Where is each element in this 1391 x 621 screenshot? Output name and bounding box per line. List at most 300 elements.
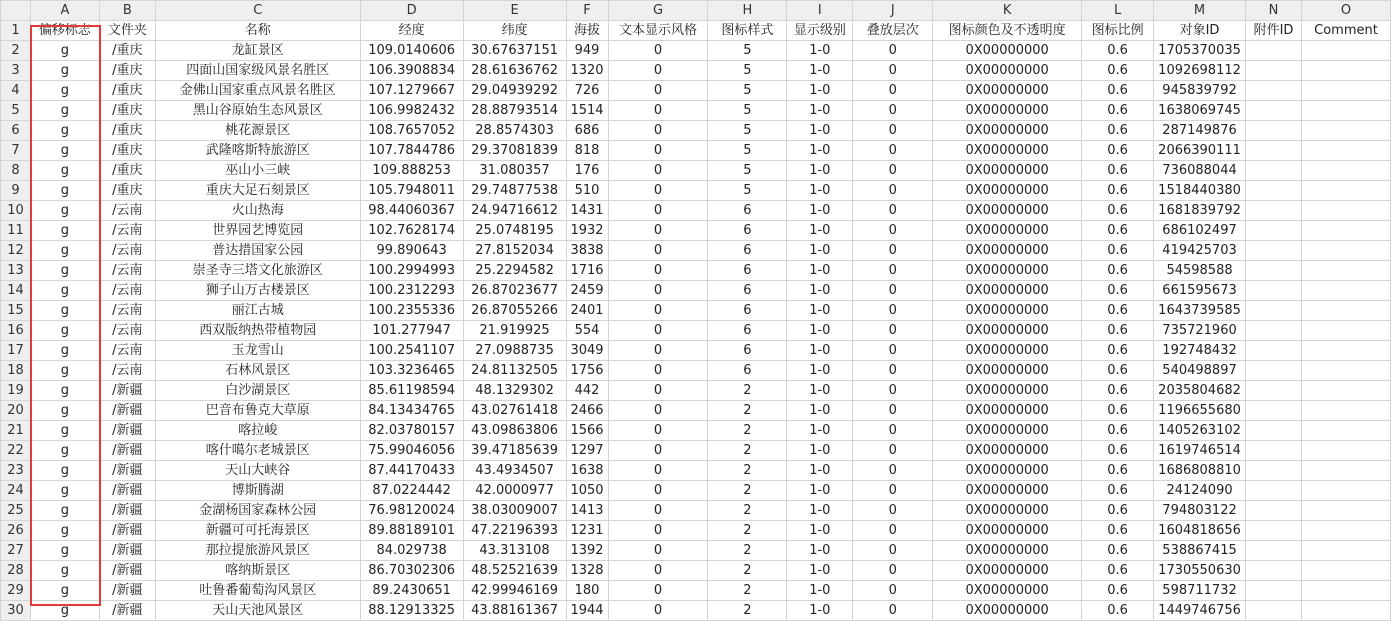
cell-g8[interactable]: 0 <box>608 161 708 181</box>
cell-d19[interactable]: 85.61198594 <box>360 381 463 401</box>
cell-n9[interactable] <box>1246 181 1302 201</box>
cell-i24[interactable]: 1-0 <box>787 481 853 501</box>
cell-a29[interactable]: g <box>30 581 99 601</box>
column-header-c[interactable]: C <box>155 1 360 21</box>
cell-l15[interactable]: 0.6 <box>1082 301 1154 321</box>
cell-k25[interactable]: 0X00000000 <box>933 501 1082 521</box>
cell-a21[interactable]: g <box>30 421 99 441</box>
cell-c17[interactable]: 玉龙雪山 <box>155 341 360 361</box>
cell-a4[interactable]: g <box>30 81 99 101</box>
cell-j22[interactable]: 0 <box>853 441 933 461</box>
cell-f22[interactable]: 1297 <box>566 441 608 461</box>
cell-j5[interactable]: 0 <box>853 101 933 121</box>
cell-k29[interactable]: 0X00000000 <box>933 581 1082 601</box>
cell-d3[interactable]: 106.3908834 <box>360 61 463 81</box>
cell-f19[interactable]: 442 <box>566 381 608 401</box>
row-number[interactable]: 18 <box>1 361 31 381</box>
cell-e5[interactable]: 28.88793514 <box>463 101 566 121</box>
cell-k3[interactable]: 0X00000000 <box>933 61 1082 81</box>
cell-j6[interactable]: 0 <box>853 121 933 141</box>
cell-o13[interactable] <box>1301 261 1390 281</box>
cell-n21[interactable] <box>1246 421 1302 441</box>
cell-h3[interactable]: 5 <box>708 61 787 81</box>
column-header-k[interactable]: K <box>933 1 1082 21</box>
cell-i11[interactable]: 1-0 <box>787 221 853 241</box>
cell-f24[interactable]: 1050 <box>566 481 608 501</box>
cell-i8[interactable]: 1-0 <box>787 161 853 181</box>
cell-m26[interactable]: 1604818656 <box>1154 521 1246 541</box>
row-number[interactable]: 21 <box>1 421 31 441</box>
cell-j28[interactable]: 0 <box>853 561 933 581</box>
cell-i28[interactable]: 1-0 <box>787 561 853 581</box>
cell-a16[interactable]: g <box>30 321 99 341</box>
cell-f27[interactable]: 1392 <box>566 541 608 561</box>
cell-c13[interactable]: 崇圣寺三塔文化旅游区 <box>155 261 360 281</box>
cell-o7[interactable] <box>1301 141 1390 161</box>
cell-n25[interactable] <box>1246 501 1302 521</box>
cell-g3[interactable]: 0 <box>608 61 708 81</box>
cell-d4[interactable]: 107.1279667 <box>360 81 463 101</box>
cell-m2[interactable]: 1705370035 <box>1154 41 1246 61</box>
cell-o16[interactable] <box>1301 321 1390 341</box>
cell-j26[interactable]: 0 <box>853 521 933 541</box>
cell-b21[interactable]: /新疆 <box>99 421 155 441</box>
cell-l17[interactable]: 0.6 <box>1082 341 1154 361</box>
cell-c9[interactable]: 重庆大足石刻景区 <box>155 181 360 201</box>
cell-l13[interactable]: 0.6 <box>1082 261 1154 281</box>
cell-o26[interactable] <box>1301 521 1390 541</box>
cell-b24[interactable]: /新疆 <box>99 481 155 501</box>
cell-l20[interactable]: 0.6 <box>1082 401 1154 421</box>
cell-n30[interactable] <box>1246 601 1302 621</box>
cell-a9[interactable]: g <box>30 181 99 201</box>
cell-b13[interactable]: /云南 <box>99 261 155 281</box>
cell-g6[interactable]: 0 <box>608 121 708 141</box>
cell-b6[interactable]: /重庆 <box>99 121 155 141</box>
cell-f30[interactable]: 1944 <box>566 601 608 621</box>
column-header-g[interactable]: G <box>608 1 708 21</box>
cell-e2[interactable]: 30.67637151 <box>463 41 566 61</box>
cell-e6[interactable]: 28.8574303 <box>463 121 566 141</box>
cell-i2[interactable]: 1-0 <box>787 41 853 61</box>
cell-a12[interactable]: g <box>30 241 99 261</box>
cell-o6[interactable] <box>1301 121 1390 141</box>
cell-k8[interactable]: 0X00000000 <box>933 161 1082 181</box>
row-number[interactable]: 8 <box>1 161 31 181</box>
cell-l16[interactable]: 0.6 <box>1082 321 1154 341</box>
cell-h1[interactable]: 图标样式 <box>708 21 787 41</box>
cell-n26[interactable] <box>1246 521 1302 541</box>
cell-i13[interactable]: 1-0 <box>787 261 853 281</box>
cell-c11[interactable]: 世界园艺博览园 <box>155 221 360 241</box>
cell-a17[interactable]: g <box>30 341 99 361</box>
cell-n7[interactable] <box>1246 141 1302 161</box>
cell-a5[interactable]: g <box>30 101 99 121</box>
cell-o1[interactable]: Comment <box>1301 21 1390 41</box>
cell-k23[interactable]: 0X00000000 <box>933 461 1082 481</box>
cell-b27[interactable]: /新疆 <box>99 541 155 561</box>
cell-f15[interactable]: 2401 <box>566 301 608 321</box>
cell-e13[interactable]: 25.2294582 <box>463 261 566 281</box>
cell-i14[interactable]: 1-0 <box>787 281 853 301</box>
cell-h25[interactable]: 2 <box>708 501 787 521</box>
cell-f5[interactable]: 1514 <box>566 101 608 121</box>
cell-k14[interactable]: 0X00000000 <box>933 281 1082 301</box>
cell-e26[interactable]: 47.22196393 <box>463 521 566 541</box>
cell-d29[interactable]: 89.2430651 <box>360 581 463 601</box>
cell-b16[interactable]: /云南 <box>99 321 155 341</box>
cell-g15[interactable]: 0 <box>608 301 708 321</box>
cell-m22[interactable]: 1619746514 <box>1154 441 1246 461</box>
cell-h7[interactable]: 5 <box>708 141 787 161</box>
cell-f9[interactable]: 510 <box>566 181 608 201</box>
cell-d23[interactable]: 87.44170433 <box>360 461 463 481</box>
cell-f4[interactable]: 726 <box>566 81 608 101</box>
cell-e3[interactable]: 28.61636762 <box>463 61 566 81</box>
cell-g30[interactable]: 0 <box>608 601 708 621</box>
cell-c26[interactable]: 新疆可可托海景区 <box>155 521 360 541</box>
cell-m20[interactable]: 1196655680 <box>1154 401 1246 421</box>
cell-f10[interactable]: 1431 <box>566 201 608 221</box>
row-number[interactable]: 19 <box>1 381 31 401</box>
cell-h11[interactable]: 6 <box>708 221 787 241</box>
cell-h5[interactable]: 5 <box>708 101 787 121</box>
cell-i30[interactable]: 1-0 <box>787 601 853 621</box>
cell-g11[interactable]: 0 <box>608 221 708 241</box>
cell-b1[interactable]: 文件夹 <box>99 21 155 41</box>
cell-l7[interactable]: 0.6 <box>1082 141 1154 161</box>
cell-b20[interactable]: /新疆 <box>99 401 155 421</box>
cell-n20[interactable] <box>1246 401 1302 421</box>
cell-g16[interactable]: 0 <box>608 321 708 341</box>
cell-l18[interactable]: 0.6 <box>1082 361 1154 381</box>
cell-j30[interactable]: 0 <box>853 601 933 621</box>
cell-e17[interactable]: 27.0988735 <box>463 341 566 361</box>
cell-b30[interactable]: /新疆 <box>99 601 155 621</box>
column-header-n[interactable]: N <box>1246 1 1302 21</box>
cell-l8[interactable]: 0.6 <box>1082 161 1154 181</box>
cell-m6[interactable]: 287149876 <box>1154 121 1246 141</box>
cell-b25[interactable]: /新疆 <box>99 501 155 521</box>
cell-n17[interactable] <box>1246 341 1302 361</box>
cell-c8[interactable]: 巫山小三峡 <box>155 161 360 181</box>
cell-m16[interactable]: 735721960 <box>1154 321 1246 341</box>
cell-a7[interactable]: g <box>30 141 99 161</box>
cell-j23[interactable]: 0 <box>853 461 933 481</box>
cell-i21[interactable]: 1-0 <box>787 421 853 441</box>
cell-b17[interactable]: /云南 <box>99 341 155 361</box>
cell-m27[interactable]: 538867415 <box>1154 541 1246 561</box>
row-number[interactable]: 4 <box>1 81 31 101</box>
column-header-j[interactable]: J <box>853 1 933 21</box>
cell-f11[interactable]: 1932 <box>566 221 608 241</box>
cell-j3[interactable]: 0 <box>853 61 933 81</box>
cell-m19[interactable]: 2035804682 <box>1154 381 1246 401</box>
cell-m5[interactable]: 1638069745 <box>1154 101 1246 121</box>
cell-n23[interactable] <box>1246 461 1302 481</box>
cell-g24[interactable]: 0 <box>608 481 708 501</box>
row-number[interactable]: 23 <box>1 461 31 481</box>
cell-b4[interactable]: /重庆 <box>99 81 155 101</box>
cell-o18[interactable] <box>1301 361 1390 381</box>
cell-n5[interactable] <box>1246 101 1302 121</box>
cell-h9[interactable]: 5 <box>708 181 787 201</box>
cell-k15[interactable]: 0X00000000 <box>933 301 1082 321</box>
cell-o29[interactable] <box>1301 581 1390 601</box>
cell-m23[interactable]: 1686808810 <box>1154 461 1246 481</box>
cell-e10[interactable]: 24.94716612 <box>463 201 566 221</box>
cell-n28[interactable] <box>1246 561 1302 581</box>
cell-a8[interactable]: g <box>30 161 99 181</box>
row-number[interactable]: 2 <box>1 41 31 61</box>
cell-m21[interactable]: 1405263102 <box>1154 421 1246 441</box>
cell-l6[interactable]: 0.6 <box>1082 121 1154 141</box>
cell-n15[interactable] <box>1246 301 1302 321</box>
cell-d15[interactable]: 100.2355336 <box>360 301 463 321</box>
cell-d12[interactable]: 99.890643 <box>360 241 463 261</box>
cell-o14[interactable] <box>1301 281 1390 301</box>
cell-f16[interactable]: 554 <box>566 321 608 341</box>
cell-i7[interactable]: 1-0 <box>787 141 853 161</box>
column-header-l[interactable]: L <box>1082 1 1154 21</box>
cell-e28[interactable]: 48.52521639 <box>463 561 566 581</box>
cell-g13[interactable]: 0 <box>608 261 708 281</box>
cell-h14[interactable]: 6 <box>708 281 787 301</box>
cell-k26[interactable]: 0X00000000 <box>933 521 1082 541</box>
cell-g27[interactable]: 0 <box>608 541 708 561</box>
row-number[interactable]: 14 <box>1 281 31 301</box>
cell-h2[interactable]: 5 <box>708 41 787 61</box>
row-number[interactable]: 6 <box>1 121 31 141</box>
cell-c1[interactable]: 名称 <box>155 21 360 41</box>
cell-g22[interactable]: 0 <box>608 441 708 461</box>
cell-j10[interactable]: 0 <box>853 201 933 221</box>
cell-k13[interactable]: 0X00000000 <box>933 261 1082 281</box>
cell-f8[interactable]: 176 <box>566 161 608 181</box>
cell-c25[interactable]: 金湖杨国家森林公园 <box>155 501 360 521</box>
cell-k17[interactable]: 0X00000000 <box>933 341 1082 361</box>
cell-g21[interactable]: 0 <box>608 421 708 441</box>
cell-j7[interactable]: 0 <box>853 141 933 161</box>
cell-g17[interactable]: 0 <box>608 341 708 361</box>
column-header-e[interactable]: E <box>463 1 566 21</box>
cell-a15[interactable]: g <box>30 301 99 321</box>
cell-e30[interactable]: 43.88161367 <box>463 601 566 621</box>
cell-l10[interactable]: 0.6 <box>1082 201 1154 221</box>
cell-a22[interactable]: g <box>30 441 99 461</box>
row-number[interactable]: 15 <box>1 301 31 321</box>
cell-m11[interactable]: 686102497 <box>1154 221 1246 241</box>
cell-j1[interactable]: 叠放层次 <box>853 21 933 41</box>
cell-l2[interactable]: 0.6 <box>1082 41 1154 61</box>
row-number[interactable]: 12 <box>1 241 31 261</box>
cell-f12[interactable]: 3838 <box>566 241 608 261</box>
cell-f26[interactable]: 1231 <box>566 521 608 541</box>
cell-m1[interactable]: 对象ID <box>1154 21 1246 41</box>
cell-a23[interactable]: g <box>30 461 99 481</box>
cell-g29[interactable]: 0 <box>608 581 708 601</box>
cell-f17[interactable]: 3049 <box>566 341 608 361</box>
cell-k18[interactable]: 0X00000000 <box>933 361 1082 381</box>
cell-d26[interactable]: 89.88189101 <box>360 521 463 541</box>
row-number[interactable]: 24 <box>1 481 31 501</box>
cell-i12[interactable]: 1-0 <box>787 241 853 261</box>
cell-c20[interactable]: 巴音布鲁克大草原 <box>155 401 360 421</box>
cell-a6[interactable]: g <box>30 121 99 141</box>
cell-n13[interactable] <box>1246 261 1302 281</box>
cell-b23[interactable]: /新疆 <box>99 461 155 481</box>
row-number[interactable]: 3 <box>1 61 31 81</box>
cell-m18[interactable]: 540498897 <box>1154 361 1246 381</box>
cell-k10[interactable]: 0X00000000 <box>933 201 1082 221</box>
cell-g26[interactable]: 0 <box>608 521 708 541</box>
cell-c16[interactable]: 西双版纳热带植物园 <box>155 321 360 341</box>
cell-e21[interactable]: 43.09863806 <box>463 421 566 441</box>
cell-o4[interactable] <box>1301 81 1390 101</box>
cell-h10[interactable]: 6 <box>708 201 787 221</box>
cell-d6[interactable]: 108.7657052 <box>360 121 463 141</box>
cell-d16[interactable]: 101.277947 <box>360 321 463 341</box>
cell-h15[interactable]: 6 <box>708 301 787 321</box>
cell-d13[interactable]: 100.2994993 <box>360 261 463 281</box>
cell-h17[interactable]: 6 <box>708 341 787 361</box>
cell-e11[interactable]: 25.0748195 <box>463 221 566 241</box>
cell-f18[interactable]: 1756 <box>566 361 608 381</box>
cell-e8[interactable]: 31.080357 <box>463 161 566 181</box>
cell-k21[interactable]: 0X00000000 <box>933 421 1082 441</box>
cell-g23[interactable]: 0 <box>608 461 708 481</box>
cell-o11[interactable] <box>1301 221 1390 241</box>
cell-k4[interactable]: 0X00000000 <box>933 81 1082 101</box>
cell-m14[interactable]: 661595673 <box>1154 281 1246 301</box>
cell-i5[interactable]: 1-0 <box>787 101 853 121</box>
cell-k2[interactable]: 0X00000000 <box>933 41 1082 61</box>
cell-d24[interactable]: 87.0224442 <box>360 481 463 501</box>
cell-m28[interactable]: 1730550630 <box>1154 561 1246 581</box>
column-header-a[interactable]: A <box>30 1 99 21</box>
cell-a2[interactable]: g <box>30 41 99 61</box>
cell-k6[interactable]: 0X00000000 <box>933 121 1082 141</box>
cell-j11[interactable]: 0 <box>853 221 933 241</box>
cell-c29[interactable]: 吐鲁番葡萄沟风景区 <box>155 581 360 601</box>
cell-j8[interactable]: 0 <box>853 161 933 181</box>
cell-d30[interactable]: 88.12913325 <box>360 601 463 621</box>
cell-e4[interactable]: 29.04939292 <box>463 81 566 101</box>
cell-n1[interactable]: 附件ID <box>1246 21 1302 41</box>
cell-o22[interactable] <box>1301 441 1390 461</box>
cell-i19[interactable]: 1-0 <box>787 381 853 401</box>
select-all-corner[interactable] <box>1 1 31 21</box>
cell-i20[interactable]: 1-0 <box>787 401 853 421</box>
cell-g10[interactable]: 0 <box>608 201 708 221</box>
cell-n24[interactable] <box>1246 481 1302 501</box>
cell-a1[interactable]: 偏移标志 <box>30 21 99 41</box>
row-number[interactable]: 13 <box>1 261 31 281</box>
cell-c4[interactable]: 金佛山国家重点风景名胜区 <box>155 81 360 101</box>
cell-c19[interactable]: 白沙湖景区 <box>155 381 360 401</box>
cell-i16[interactable]: 1-0 <box>787 321 853 341</box>
row-number[interactable]: 11 <box>1 221 31 241</box>
cell-n3[interactable] <box>1246 61 1302 81</box>
cell-j17[interactable]: 0 <box>853 341 933 361</box>
cell-o9[interactable] <box>1301 181 1390 201</box>
cell-m7[interactable]: 2066390111 <box>1154 141 1246 161</box>
cell-o5[interactable] <box>1301 101 1390 121</box>
cell-d8[interactable]: 109.888253 <box>360 161 463 181</box>
cell-m9[interactable]: 1518440380 <box>1154 181 1246 201</box>
cell-g25[interactable]: 0 <box>608 501 708 521</box>
cell-m12[interactable]: 419425703 <box>1154 241 1246 261</box>
cell-d28[interactable]: 86.70302306 <box>360 561 463 581</box>
cell-d22[interactable]: 75.99046056 <box>360 441 463 461</box>
cell-m8[interactable]: 736088044 <box>1154 161 1246 181</box>
cell-l1[interactable]: 图标比例 <box>1082 21 1154 41</box>
cell-h4[interactable]: 5 <box>708 81 787 101</box>
cell-n10[interactable] <box>1246 201 1302 221</box>
row-number[interactable]: 26 <box>1 521 31 541</box>
cell-o2[interactable] <box>1301 41 1390 61</box>
row-number[interactable]: 5 <box>1 101 31 121</box>
cell-f6[interactable]: 686 <box>566 121 608 141</box>
cell-g28[interactable]: 0 <box>608 561 708 581</box>
cell-e19[interactable]: 48.1329302 <box>463 381 566 401</box>
cell-l4[interactable]: 0.6 <box>1082 81 1154 101</box>
cell-h16[interactable]: 6 <box>708 321 787 341</box>
cell-d2[interactable]: 109.0140606 <box>360 41 463 61</box>
cell-f28[interactable]: 1328 <box>566 561 608 581</box>
cell-i10[interactable]: 1-0 <box>787 201 853 221</box>
cell-b29[interactable]: /新疆 <box>99 581 155 601</box>
cell-n16[interactable] <box>1246 321 1302 341</box>
cell-a14[interactable]: g <box>30 281 99 301</box>
cell-k7[interactable]: 0X00000000 <box>933 141 1082 161</box>
cell-g1[interactable]: 文本显示风格 <box>608 21 708 41</box>
cell-l23[interactable]: 0.6 <box>1082 461 1154 481</box>
cell-m4[interactable]: 945839792 <box>1154 81 1246 101</box>
cell-j25[interactable]: 0 <box>853 501 933 521</box>
cell-l19[interactable]: 0.6 <box>1082 381 1154 401</box>
cell-l5[interactable]: 0.6 <box>1082 101 1154 121</box>
cell-k30[interactable]: 0X00000000 <box>933 601 1082 621</box>
cell-b19[interactable]: /新疆 <box>99 381 155 401</box>
cell-j4[interactable]: 0 <box>853 81 933 101</box>
cell-o8[interactable] <box>1301 161 1390 181</box>
cell-c22[interactable]: 喀什噶尔老城景区 <box>155 441 360 461</box>
cell-b7[interactable]: /重庆 <box>99 141 155 161</box>
cell-o19[interactable] <box>1301 381 1390 401</box>
cell-j21[interactable]: 0 <box>853 421 933 441</box>
cell-l14[interactable]: 0.6 <box>1082 281 1154 301</box>
row-number[interactable]: 30 <box>1 601 31 621</box>
cell-n4[interactable] <box>1246 81 1302 101</box>
cell-l30[interactable]: 0.6 <box>1082 601 1154 621</box>
cell-d21[interactable]: 82.03780157 <box>360 421 463 441</box>
cell-j18[interactable]: 0 <box>853 361 933 381</box>
cell-j16[interactable]: 0 <box>853 321 933 341</box>
cell-h24[interactable]: 2 <box>708 481 787 501</box>
cell-k24[interactable]: 0X00000000 <box>933 481 1082 501</box>
cell-m30[interactable]: 1449746756 <box>1154 601 1246 621</box>
cell-o3[interactable] <box>1301 61 1390 81</box>
cell-m3[interactable]: 1092698112 <box>1154 61 1246 81</box>
cell-j19[interactable]: 0 <box>853 381 933 401</box>
row-number[interactable]: 28 <box>1 561 31 581</box>
cell-g19[interactable]: 0 <box>608 381 708 401</box>
cell-j13[interactable]: 0 <box>853 261 933 281</box>
cell-i25[interactable]: 1-0 <box>787 501 853 521</box>
cell-n6[interactable] <box>1246 121 1302 141</box>
cell-c30[interactable]: 天山天池风景区 <box>155 601 360 621</box>
